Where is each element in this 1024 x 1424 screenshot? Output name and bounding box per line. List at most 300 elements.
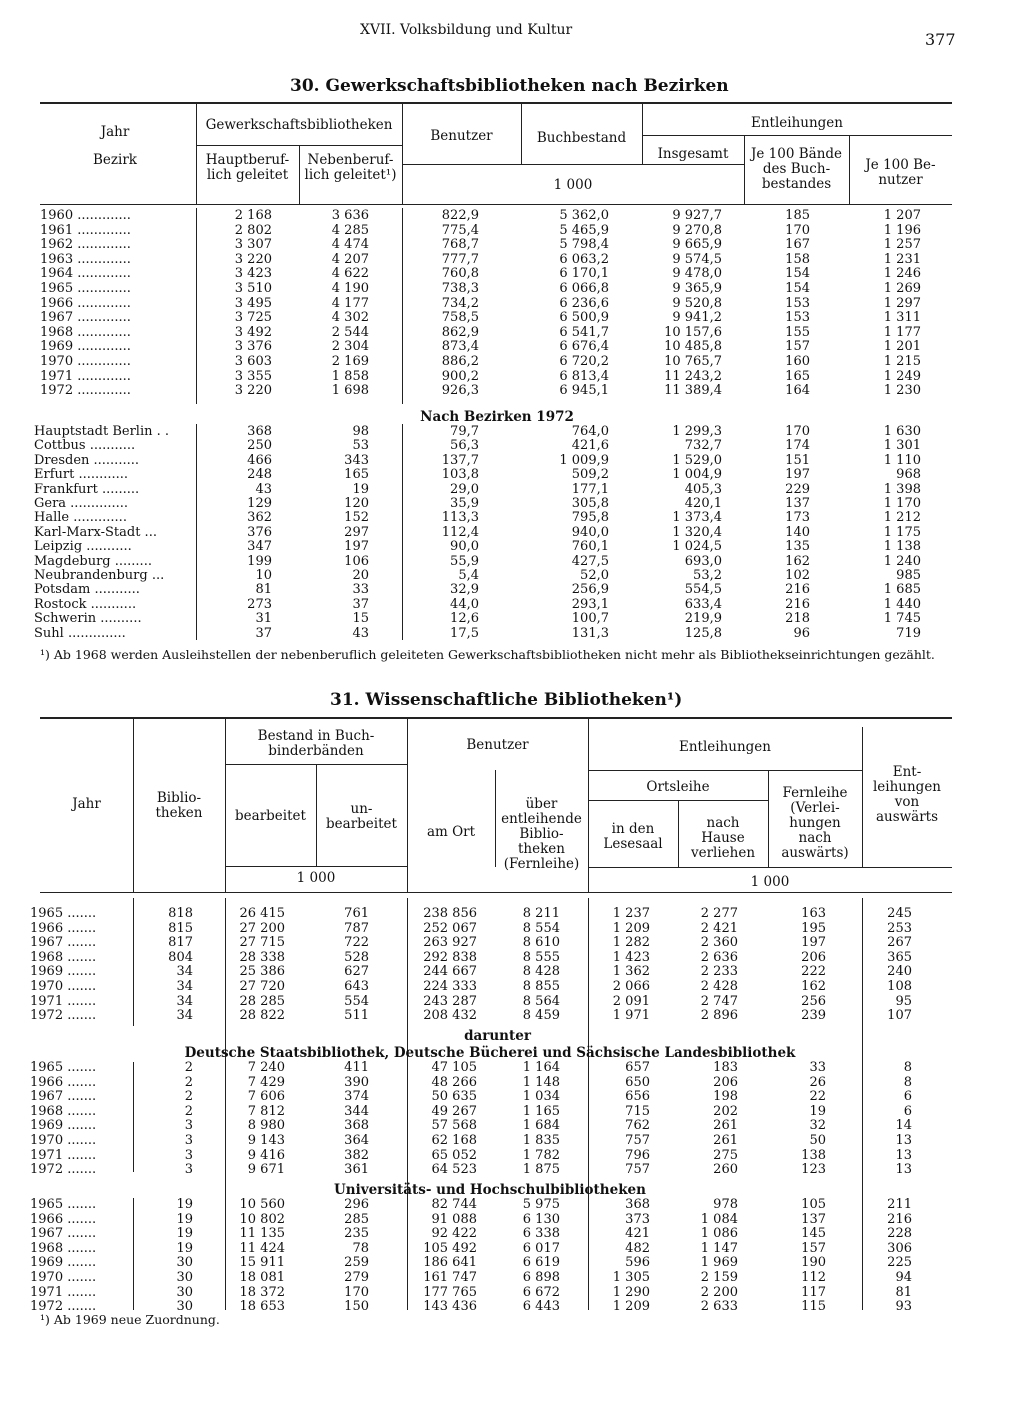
table-cell: 8 459 bbox=[522, 1008, 560, 1024]
table-cell: 1 782 bbox=[522, 1147, 560, 1163]
table-cell: 1 305 bbox=[612, 1270, 650, 1285]
table-cell: 19 bbox=[352, 481, 369, 497]
table-30-header-gewerkschaftsbibliotheken: Gewerkschaftsbibliotheken bbox=[205, 117, 393, 133]
table-cell: 796 bbox=[625, 1147, 650, 1163]
table-cell: 105 492 bbox=[423, 1240, 477, 1256]
table-cell: 734,2 bbox=[441, 295, 479, 311]
table-cell: 34 bbox=[176, 979, 193, 994]
table-cell: 112,4 bbox=[441, 524, 479, 540]
table-cell: 57 568 bbox=[431, 1118, 477, 1134]
table-cell: 19 bbox=[176, 1240, 193, 1256]
table-cell: 37 bbox=[352, 596, 369, 612]
table-cell: 163 bbox=[801, 906, 826, 921]
row-label: 1963 ............. bbox=[40, 251, 131, 267]
table-cell: 30 bbox=[176, 1299, 193, 1315]
table-cell: 198 bbox=[713, 1089, 738, 1105]
table-30-header-je100-benutzer: Je 100 Be- nutzer bbox=[865, 157, 936, 188]
table-cell: 3 492 bbox=[234, 324, 272, 340]
table-cell: 757 bbox=[625, 1133, 650, 1148]
table-cell: 13 bbox=[895, 1162, 912, 1178]
table-cell: 248 bbox=[247, 467, 272, 483]
table-cell: 1 297 bbox=[883, 295, 921, 311]
table-cell: 155 bbox=[785, 324, 810, 340]
table-cell: 157 bbox=[785, 339, 810, 355]
table-cell: 108 bbox=[887, 979, 912, 994]
table-cell: 273 bbox=[247, 596, 272, 612]
table-31-unit2-rule bbox=[588, 867, 952, 868]
table-cell: 2 168 bbox=[234, 208, 272, 223]
table-cell: 2 bbox=[184, 1089, 193, 1105]
table-cell: 374 bbox=[344, 1089, 369, 1105]
table-cell: 13 bbox=[895, 1133, 912, 1148]
table-cell: 190 bbox=[801, 1255, 826, 1271]
table-cell: 13 bbox=[895, 1147, 912, 1163]
table-cell: 9 270,8 bbox=[672, 222, 722, 238]
row-label: 1971 ............. bbox=[40, 368, 131, 384]
table-cell: 2 169 bbox=[331, 354, 369, 369]
table-cell: 1 196 bbox=[883, 222, 921, 238]
table-cell: 777,7 bbox=[441, 251, 479, 267]
table-cell: 216 bbox=[785, 596, 810, 612]
table-cell: 211 bbox=[887, 1197, 912, 1212]
row-label: 1969 ....... bbox=[30, 1118, 97, 1134]
table-cell: 165 bbox=[344, 467, 369, 483]
table-cell: 2 159 bbox=[700, 1270, 738, 1285]
table-cell: 245 bbox=[887, 906, 912, 921]
row-label: Neubrandenburg ... bbox=[34, 568, 165, 583]
table-cell: 343 bbox=[344, 452, 369, 468]
table-cell: 123 bbox=[801, 1162, 826, 1178]
table-cell: 656 bbox=[625, 1089, 650, 1105]
table-cell: 65 052 bbox=[431, 1147, 477, 1163]
table-cell: 1 209 bbox=[612, 1299, 650, 1315]
table-cell: 3 bbox=[184, 1118, 193, 1134]
table-cell: 256 bbox=[801, 993, 826, 1009]
table-cell: 9 143 bbox=[247, 1133, 285, 1148]
table-cell: 7 240 bbox=[247, 1060, 285, 1075]
row-label: 1967 ............. bbox=[40, 310, 131, 326]
table-cell: 145 bbox=[801, 1226, 826, 1242]
row-label: 1970 ....... bbox=[30, 979, 97, 994]
table-cell: 5 975 bbox=[522, 1197, 560, 1212]
table-cell: 252 067 bbox=[423, 920, 477, 936]
table-cell: 11 135 bbox=[239, 1226, 285, 1242]
table-30-subheading: Nach Bezirken 1972 bbox=[420, 409, 574, 425]
table-cell: 12,6 bbox=[450, 611, 479, 627]
table-cell: 722 bbox=[344, 935, 369, 951]
row-label: 1965 ....... bbox=[30, 906, 97, 921]
row-label: 1965 ....... bbox=[30, 1060, 97, 1075]
table-cell: 120 bbox=[344, 496, 369, 511]
table-31-header-nach-hause: nach Hause verliehen bbox=[690, 815, 756, 861]
table-cell: 1 440 bbox=[883, 596, 921, 612]
row-label: 1969 ....... bbox=[30, 964, 97, 980]
table-cell: 115 bbox=[801, 1299, 826, 1315]
table-cell: 52,0 bbox=[580, 568, 609, 583]
table-cell: 11 243,2 bbox=[664, 368, 722, 384]
table-cell: 30 bbox=[176, 1255, 193, 1271]
table-cell: 3 423 bbox=[234, 266, 272, 282]
table-cell: 18 372 bbox=[239, 1284, 285, 1300]
table-cell: 1 301 bbox=[883, 438, 921, 454]
table-cell: 206 bbox=[713, 1074, 738, 1090]
table-cell: 27 720 bbox=[239, 979, 285, 994]
row-label: 1966 ....... bbox=[30, 1211, 97, 1227]
row-label: 1969 ....... bbox=[30, 1255, 97, 1271]
table-cell: 1 320,4 bbox=[672, 524, 722, 540]
table-30-title: 30. Gewerkschaftsbibliotheken nach Bezirken bbox=[290, 76, 729, 96]
table-cell: 33 bbox=[352, 582, 369, 598]
row-label: 1964 ............. bbox=[40, 266, 131, 282]
table-cell: 90,0 bbox=[450, 539, 479, 555]
table-cell: 9 941,2 bbox=[672, 310, 722, 326]
table-cell: 926,3 bbox=[441, 383, 479, 399]
table-cell: 715 bbox=[625, 1103, 650, 1119]
table-cell: 1 175 bbox=[883, 524, 921, 540]
table-cell: 1 209 bbox=[612, 920, 650, 936]
table-cell: 6 bbox=[903, 1103, 912, 1119]
table-cell: 365 bbox=[887, 949, 912, 965]
table-31-header-unit-2: 1 000 bbox=[750, 874, 790, 890]
table-cell: 261 bbox=[713, 1133, 738, 1148]
table-cell: 4 190 bbox=[331, 281, 369, 296]
table-cell: 3 355 bbox=[234, 368, 272, 384]
table-31-header-fernleihe: Fernleihe (Verlei- hungen nach auswärts) bbox=[781, 785, 849, 861]
table-cell: 91 088 bbox=[431, 1211, 477, 1227]
table-cell: 32 bbox=[809, 1118, 826, 1134]
table-cell: 8 980 bbox=[247, 1118, 285, 1134]
table-31-footnote: ¹) Ab 1969 neue Zuordnung. bbox=[40, 1312, 220, 1327]
row-label: Cottbus ........... bbox=[34, 438, 136, 454]
table-cell: 152 bbox=[344, 510, 369, 526]
table-cell: 1 212 bbox=[883, 510, 921, 526]
row-label: 1972 ............. bbox=[40, 383, 131, 399]
table-cell: 44,0 bbox=[450, 596, 479, 612]
table-cell: 2 428 bbox=[700, 979, 738, 994]
table-cell: 421,6 bbox=[571, 438, 609, 454]
table-30-header-jahr: Jahr bbox=[100, 124, 130, 140]
table-cell: 173 bbox=[785, 510, 810, 526]
table-cell: 421 bbox=[625, 1226, 650, 1242]
table-cell: 482 bbox=[625, 1240, 650, 1256]
table-31-header-bibliotheken: Biblio- theken bbox=[155, 790, 203, 821]
table-cell: 2 066 bbox=[612, 979, 650, 994]
table-cell: 43 bbox=[255, 481, 272, 497]
table-cell: 633,4 bbox=[684, 596, 722, 612]
table-cell: 19 bbox=[809, 1103, 826, 1119]
table-cell: 296 bbox=[344, 1197, 369, 1212]
row-label: Karl-Marx-Stadt ... bbox=[34, 524, 157, 540]
table-cell: 20 bbox=[352, 568, 369, 583]
table-cell: 411 bbox=[344, 1060, 369, 1075]
table-cell: 815 bbox=[168, 920, 193, 936]
table-cell: 596 bbox=[625, 1255, 650, 1271]
table-cell: 96 bbox=[793, 625, 810, 641]
table-cell: 9 665,9 bbox=[672, 237, 722, 253]
row-label: 1965 ............. bbox=[40, 281, 131, 296]
table-cell: 364 bbox=[344, 1133, 369, 1148]
table-cell: 940,0 bbox=[571, 524, 609, 540]
row-label: 1970 ....... bbox=[30, 1270, 97, 1285]
table-cell: 1 423 bbox=[612, 949, 650, 965]
table-cell: 143 436 bbox=[423, 1299, 477, 1315]
table-cell: 162 bbox=[785, 553, 810, 569]
table-cell: 6 066,8 bbox=[559, 281, 609, 296]
table-cell: 4 302 bbox=[331, 310, 369, 326]
table-30-header-unit: 1 000 bbox=[553, 177, 593, 193]
row-label: Magdeburg ......... bbox=[34, 553, 152, 569]
table-cell: 8 428 bbox=[522, 964, 560, 980]
table-cell: 3 220 bbox=[234, 251, 272, 267]
table-cell: 239 bbox=[801, 1008, 826, 1024]
table-31-header-unit-1: 1 000 bbox=[296, 870, 336, 886]
table-cell: 7 812 bbox=[247, 1103, 285, 1119]
table-cell: 103,8 bbox=[441, 467, 479, 483]
table-cell: 1 147 bbox=[700, 1240, 738, 1256]
table-cell: 224 333 bbox=[423, 979, 477, 994]
table-cell: 2 544 bbox=[331, 324, 369, 340]
table-cell: 10 157,6 bbox=[664, 324, 722, 340]
table-cell: 1 034 bbox=[522, 1089, 560, 1105]
table-cell: 19 bbox=[176, 1226, 193, 1242]
table-cell: 9 478,0 bbox=[672, 266, 722, 282]
row-label: 1971 ....... bbox=[30, 1284, 97, 1300]
table-cell: 53 bbox=[352, 438, 369, 454]
table-cell: 9 520,8 bbox=[672, 295, 722, 311]
table-cell: 8 564 bbox=[522, 993, 560, 1009]
table-31-header-ortsleihe: Ortsleihe bbox=[646, 779, 710, 795]
table-cell: 250 bbox=[247, 438, 272, 454]
table-cell: 219,9 bbox=[684, 611, 722, 627]
table-cell: 95 bbox=[895, 993, 912, 1009]
table-cell: 2 360 bbox=[700, 935, 738, 951]
table-cell: 208 432 bbox=[423, 1008, 477, 1024]
table-cell: 26 bbox=[809, 1074, 826, 1090]
table-30-header-entleihungen: Entleihungen bbox=[750, 115, 843, 131]
table-cell: 1 231 bbox=[883, 251, 921, 267]
table-31-header-von-auswaerts: Ent- leihungen von auswärts bbox=[872, 764, 942, 825]
table-cell: 293,1 bbox=[571, 596, 609, 612]
table-cell: 4 474 bbox=[331, 237, 369, 253]
table-cell: 657 bbox=[625, 1060, 650, 1075]
table-cell: 6 500,9 bbox=[559, 310, 609, 326]
table-cell: 150 bbox=[344, 1299, 369, 1315]
table-30-header-nebenberuflich: Nebenberuf- lich geleitet¹) bbox=[304, 152, 397, 183]
table-cell: 162 bbox=[801, 979, 826, 994]
table-cell: 253 bbox=[887, 920, 912, 936]
table-cell: 3 603 bbox=[234, 354, 272, 369]
table-31-header-unbearbeitet: un- bearbeitet bbox=[326, 801, 397, 832]
table-cell: 1 630 bbox=[883, 424, 921, 439]
table-cell: 10 765,7 bbox=[664, 354, 722, 369]
table-cell: 9 365,9 bbox=[672, 281, 722, 296]
table-cell: 650 bbox=[625, 1074, 650, 1090]
table-31-top-rule bbox=[40, 717, 952, 719]
table-cell: 1 009,9 bbox=[559, 452, 609, 468]
table-cell: 787 bbox=[344, 920, 369, 936]
table-cell: 216 bbox=[887, 1211, 912, 1227]
table-cell: 81 bbox=[895, 1284, 912, 1300]
table-30-header-buchbestand: Buchbestand bbox=[536, 130, 627, 146]
table-cell: 100,7 bbox=[571, 611, 609, 627]
table-cell: 627 bbox=[344, 964, 369, 980]
table-cell: 79,7 bbox=[450, 424, 479, 439]
table-cell: 376 bbox=[247, 524, 272, 540]
row-label: 1968 ....... bbox=[30, 949, 97, 965]
table-cell: 229 bbox=[785, 481, 810, 497]
table-cell: 1 299,3 bbox=[672, 424, 722, 439]
table-cell: 8 555 bbox=[522, 949, 560, 965]
table-cell: 8 855 bbox=[522, 979, 560, 994]
row-label: 1966 ............. bbox=[40, 295, 131, 311]
table-cell: 978 bbox=[713, 1197, 738, 1212]
table-cell: 2 633 bbox=[700, 1299, 738, 1315]
table-cell: 256,9 bbox=[571, 582, 609, 598]
row-label: 1966 ....... bbox=[30, 920, 97, 936]
table-cell: 31 bbox=[255, 611, 272, 627]
table-cell: 238 856 bbox=[423, 906, 477, 921]
row-label: 1965 ....... bbox=[30, 1197, 97, 1212]
table-cell: 154 bbox=[785, 266, 810, 282]
table-cell: 53,2 bbox=[693, 568, 722, 583]
table-cell: 195 bbox=[801, 920, 826, 936]
table-cell: 1 398 bbox=[883, 481, 921, 497]
table-cell: 1 164 bbox=[522, 1060, 560, 1075]
table-cell: 1 215 bbox=[883, 354, 921, 369]
table-cell: 5,4 bbox=[458, 568, 479, 583]
table-cell: 43 bbox=[352, 625, 369, 641]
row-label: 1962 ............. bbox=[40, 237, 131, 253]
table-cell: 216 bbox=[785, 582, 810, 598]
table-cell: 643 bbox=[344, 979, 369, 994]
table-30-header-je100-baende: Je 100 Bände des Buch- bestandes bbox=[750, 146, 843, 192]
table-cell: 10 485,8 bbox=[664, 339, 722, 355]
table-cell: 197 bbox=[801, 935, 826, 951]
table-cell: 804 bbox=[168, 949, 193, 965]
table-30-header-bottom-rule bbox=[40, 204, 952, 205]
table-cell: 106 bbox=[344, 553, 369, 569]
table-cell: 92 422 bbox=[431, 1226, 477, 1242]
table-cell: 1 084 bbox=[700, 1211, 738, 1227]
table-cell: 235 bbox=[344, 1226, 369, 1242]
table-cell: 49 267 bbox=[431, 1103, 477, 1119]
row-label: 1972 ....... bbox=[30, 1299, 97, 1315]
table-cell: 81 bbox=[255, 582, 272, 598]
table-cell: 1 165 bbox=[522, 1103, 560, 1119]
table-cell: 1 269 bbox=[883, 281, 921, 296]
table-cell: 107 bbox=[887, 1008, 912, 1024]
table-cell: 528 bbox=[344, 949, 369, 965]
table-30-header-benutzer: Benutzer bbox=[430, 128, 493, 144]
table-cell: 1 362 bbox=[612, 964, 650, 980]
table-cell: 368 bbox=[247, 424, 272, 439]
table-cell: 30 bbox=[176, 1284, 193, 1300]
table-31-header-jahr: Jahr bbox=[72, 796, 101, 812]
table-cell: 6 945,1 bbox=[559, 383, 609, 399]
row-label: Halle ............. bbox=[34, 510, 127, 526]
table-cell: 3 495 bbox=[234, 295, 272, 311]
table-cell: 170 bbox=[785, 222, 810, 238]
table-cell: 2 896 bbox=[700, 1008, 738, 1024]
table-31-header-benutzer: Benutzer bbox=[466, 737, 529, 753]
table-cell: 164 bbox=[785, 383, 810, 399]
table-cell: 64 523 bbox=[431, 1162, 477, 1178]
row-label: Erfurt ............ bbox=[34, 467, 129, 483]
row-label: 1970 ............. bbox=[40, 354, 131, 369]
table-cell: 55,9 bbox=[450, 553, 479, 569]
table-cell: 140 bbox=[785, 524, 810, 540]
table-cell: 1 858 bbox=[331, 368, 369, 384]
table-30-header-insgesamt: Insgesamt bbox=[657, 146, 729, 162]
table-31-unit1-rule bbox=[225, 866, 407, 867]
table-cell: 6 236,6 bbox=[559, 295, 609, 311]
row-label: Suhl .............. bbox=[34, 625, 126, 641]
table-cell: 373 bbox=[625, 1211, 650, 1227]
row-label: 1972 ....... bbox=[30, 1162, 97, 1178]
table-cell: 50 635 bbox=[431, 1089, 477, 1105]
table-cell: 98 bbox=[352, 424, 369, 439]
table-cell: 9 416 bbox=[247, 1147, 285, 1163]
table-cell: 2 277 bbox=[700, 906, 738, 921]
table-cell: 1 201 bbox=[883, 339, 921, 355]
table-cell: 764,0 bbox=[571, 424, 609, 439]
table-cell: 1 138 bbox=[883, 539, 921, 555]
table-cell: 28 822 bbox=[239, 1008, 285, 1024]
table-cell: 117 bbox=[801, 1284, 826, 1300]
table-cell: 5 362,0 bbox=[559, 208, 609, 223]
table-cell: 3 bbox=[184, 1147, 193, 1163]
table-cell: 228 bbox=[887, 1226, 912, 1242]
table-cell: 102 bbox=[785, 568, 810, 583]
table-cell: 135 bbox=[785, 539, 810, 555]
table-cell: 4 622 bbox=[331, 266, 369, 282]
row-label: Leipzig ........... bbox=[34, 539, 132, 555]
table-cell: 8 bbox=[903, 1060, 912, 1075]
table-cell: 137 bbox=[785, 496, 810, 511]
table-cell: 873,4 bbox=[441, 339, 479, 355]
table-cell: 6 541,7 bbox=[559, 324, 609, 340]
row-label: 1969 ............. bbox=[40, 339, 131, 355]
table-cell: 160 bbox=[785, 354, 810, 369]
table-cell: 167 bbox=[785, 237, 810, 253]
table-cell: 186 641 bbox=[423, 1255, 477, 1271]
table-cell: 2 636 bbox=[700, 949, 738, 965]
table-cell: 244 667 bbox=[423, 964, 477, 980]
table-cell: 768,7 bbox=[441, 237, 479, 253]
table-30-header-hauptberuflich: Hauptberuf- lich geleitet bbox=[205, 152, 290, 183]
table-cell: 27 715 bbox=[239, 935, 285, 951]
table-cell: 129 bbox=[247, 496, 272, 511]
table-cell: 8 bbox=[903, 1074, 912, 1090]
table-cell: 151 bbox=[785, 452, 810, 468]
table-cell: 11 389,4 bbox=[664, 383, 722, 399]
row-label: 1968 ....... bbox=[30, 1103, 97, 1119]
table-cell: 197 bbox=[344, 539, 369, 555]
table-cell: 18 081 bbox=[239, 1270, 285, 1285]
table-cell: 382 bbox=[344, 1147, 369, 1163]
table-cell: 6 017 bbox=[522, 1240, 560, 1256]
row-label: 1971 ....... bbox=[30, 993, 97, 1009]
table-31-entleihungen-rule bbox=[588, 770, 862, 771]
table-cell: 154 bbox=[785, 281, 810, 296]
table-cell: 738,3 bbox=[441, 281, 479, 296]
table-cell: 177 765 bbox=[423, 1284, 477, 1300]
table-cell: 886,2 bbox=[441, 354, 479, 369]
row-label: Rostock ........... bbox=[34, 596, 137, 612]
table-cell: 15 911 bbox=[239, 1255, 285, 1271]
table-cell: 225 bbox=[887, 1255, 912, 1271]
table-cell: 285 bbox=[344, 1211, 369, 1227]
